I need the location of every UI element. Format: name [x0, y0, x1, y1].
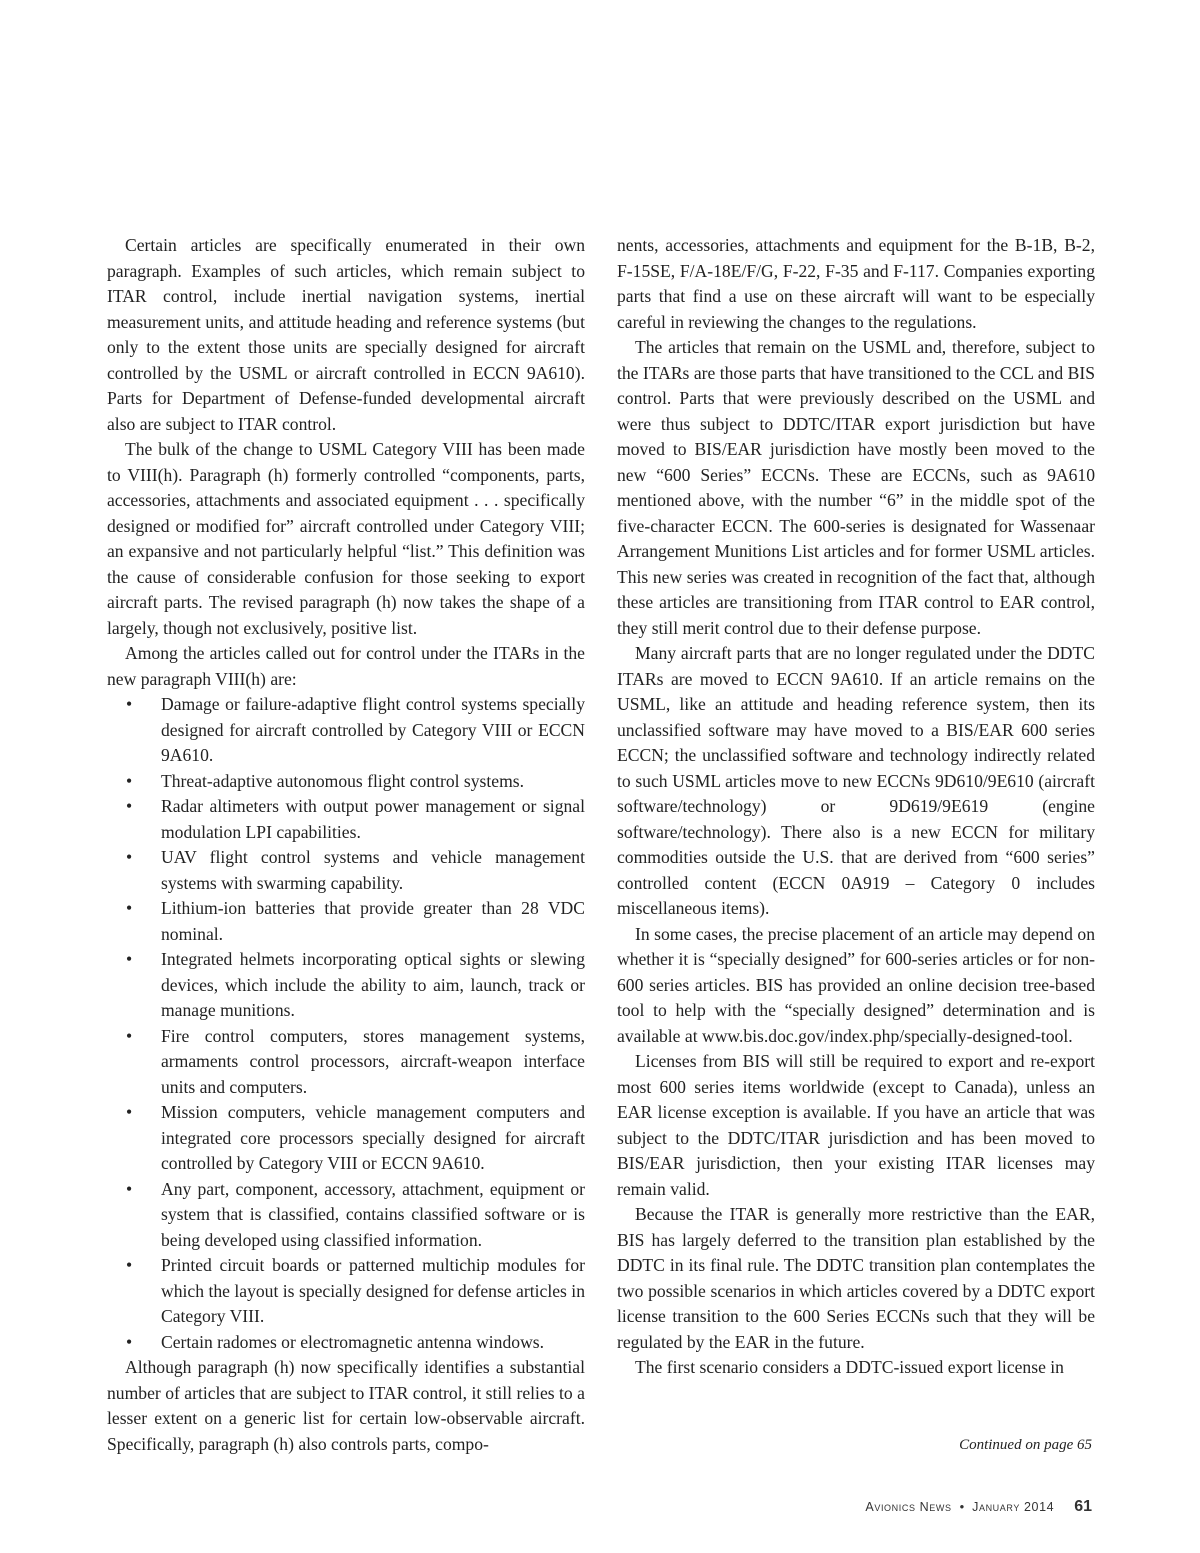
- page-number: 61: [1074, 1498, 1092, 1515]
- body-paragraph: Among the articles called out for control under the ITARs in the new paragraph VIII(h) are:: [107, 643, 585, 689]
- issue-date: January 2014: [972, 1500, 1055, 1514]
- magazine-name: Avionics News: [865, 1500, 952, 1514]
- right-column: [617, 233, 1095, 1381]
- list-item-text: Damage or failure-adaptive flight control systems specially designed for aircraft controlled by Category VIII or ECCN 9A610.: [161, 694, 585, 765]
- list-item: [107, 794, 585, 845]
- list-item-text: Radar altimeters with output power management or signal modulation LPI capabilities.: [161, 796, 585, 842]
- bullet-icon: •: [126, 796, 133, 816]
- list-item: [107, 1024, 585, 1101]
- bullet-icon: •: [126, 694, 133, 714]
- body-paragraph: Although paragraph (h) now specifically identifies a substantial number of articles that are subject to ITAR control, it still relies to a lesser extent on a generic list for certain low-observable aircraft. Specifically, paragraph (h) also controls parts, compo-: [107, 1357, 585, 1454]
- body-paragraph: Certain articles are specifically enumerated in their own paragraph. Examples of such articles, which remain subject to ITAR control, include inertial navigation systems, inertial measurement units, and attitude heading and reference systems (but only to the extent those units are specially designed for aircraft controlled by the USML or aircraft controlled in ECCN 9A610). Parts for Department of Defense-funded developmental aircraft also are subject to ITAR control.: [107, 235, 585, 434]
- list-item: [107, 1177, 585, 1254]
- list-item-text: UAV flight control systems and vehicle management systems with swarming capability.: [161, 847, 585, 893]
- list-item: [107, 845, 585, 896]
- bullet-icon: •: [126, 1255, 133, 1275]
- body-paragraph: The bulk of the change to USML Category VIII has been made to VIII(h). Paragraph (h) formerly controlled “components, parts, accessories, attachments and associated equipment . . . specifically designed or modified for” aircraft controlled under Category VIII; an expansive and not particularly helpful “list.” This definition was the cause of considerable confusion for those seeking to export aircraft parts. The revised paragraph (h) now takes the shape of a largely, though not exclusively, positive list.: [107, 439, 585, 638]
- bullet-icon: •: [126, 949, 133, 969]
- list-item: [107, 1100, 585, 1177]
- list-item: [107, 896, 585, 947]
- bullet-icon: •: [126, 898, 133, 918]
- bullet-icon: •: [126, 847, 133, 867]
- list-item: [107, 1253, 585, 1330]
- bullet-icon: •: [126, 1178, 133, 1199]
- list-item: [107, 947, 585, 1024]
- itar-article-list: [107, 692, 585, 1355]
- page-footer: [865, 1498, 1092, 1516]
- bullet-icon: •: [126, 770, 133, 791]
- body-paragraph: The articles that remain on the USML and, therefore, subject to the ITARs are those parts that have transitioned to the CCL and BIS control. Parts that were previously described on the USML and were thus subject to DDTC/ITAR export jurisdiction but have moved to BIS/EAR jurisdiction have mostly been moved to the new “600 Series” ECCNs. These are ECCNs, such as 9A610 mentioned above, with the number “6” in the middle spot of the five-character ECCN. The 600-series is designated for Wassenaar Arrangement Munitions List articles and for former USML articles. This new series was created in recognition of the fact that, although these articles are transitioning from ITAR control to EAR control, they still merit control due to their defense purpose.: [617, 337, 1095, 638]
- list-item-text: Mission computers, vehicle management computers and integrated core processors specially designed for aircraft controlled by Category VIII or ECCN 9A610.: [161, 1102, 585, 1173]
- continued-note: Continued on page 65: [959, 1437, 1092, 1453]
- bullet-icon: •: [126, 1025, 133, 1046]
- body-paragraph: Because the ITAR is generally more restrictive than the EAR, BIS has largely deferred to the transition plan established by the DDTC in its final rule. The DDTC transition plan contemplates the two possible scenarios in which articles covered by a DDTC export license transition to the 600 Series ECCNs such that they will be regulated by the EAR in the future.: [617, 1204, 1095, 1352]
- list-item: [107, 692, 585, 769]
- list-item: [107, 769, 585, 795]
- body-paragraph: The first scenario considers a DDTC-issued export license in: [635, 1357, 1064, 1377]
- list-item-text: Any part, component, accessory, attachment, equipment or system that is classified, contains classified software or is being developed using classified information.: [161, 1178, 585, 1250]
- bullet-icon: •: [126, 1102, 133, 1122]
- body-paragraph: Licenses from BIS will still be required to export and re-export most 600 series items worldwide (except to Canada), unless an EAR license exception is available. If you have an article that was subject to the DDTC/ITAR jurisdiction and has been moved to BIS/EAR jurisdiction, then your existing ITAR licenses may remain valid.: [617, 1051, 1095, 1199]
- left-column: [107, 233, 585, 1457]
- list-item-text: Integrated helmets incorporating optical sights or slewing devices, which include the ability to aim, launch, track or manage munitions.: [161, 949, 585, 1020]
- bullet-icon: •: [126, 1331, 133, 1352]
- list-item-text: Threat-adaptive autonomous flight control systems.: [161, 770, 525, 791]
- footer-separator: •: [959, 1499, 965, 1514]
- list-item-text: Certain radomes or electromagnetic antenna windows.: [161, 1331, 545, 1352]
- body-paragraph-continued: nents, accessories, attachments and equipment for the B-1B, B-2, F-15SE, F/A-18E/F/G, F-22, F-35 and F-117. Companies exporting parts that find a use on these aircraft will want to be especially careful in reviewing the changes to the regulations.: [617, 235, 1095, 332]
- list-item-text: Lithium-ion batteries that provide greater than 28 VDC nominal.: [161, 898, 585, 944]
- list-item-text: Printed circuit boards or patterned multichip modules for which the layout is specially designed for defense articles in Category VIII.: [161, 1255, 585, 1326]
- list-item-text: Fire control computers, stores management systems, armaments control processors, aircraft-weapon interface units and computers.: [161, 1025, 585, 1097]
- list-item: [107, 1330, 585, 1356]
- body-paragraph: Many aircraft parts that are no longer regulated under the DDTC ITARs are moved to ECCN 9A610. If an article remains on the USML, like an attitude and heading reference system, then its unclassified software may have moved to a BIS/EAR 600 series ECCN; the unclassified software and technology indirectly related to such USML articles move to new ECCNs 9D610/9E610 (aircraft software/technology) or 9D619/9E619 (engine software/technology). There also is a new ECCN for military commodities outside the U.S. that are derived from “600 series” controlled content (ECCN 0A919 – Category 0 includes miscellaneous items).: [617, 643, 1095, 918]
- body-paragraph: In some cases, the precise placement of an article may depend on whether it is “specially designed” for 600-series articles or for non-600 series articles. BIS has provided an online decision tree-based tool to help with the “specially designed” determination and is available at www.bis.doc.gov/index.php/specially-designed-tool.: [617, 923, 1095, 1046]
